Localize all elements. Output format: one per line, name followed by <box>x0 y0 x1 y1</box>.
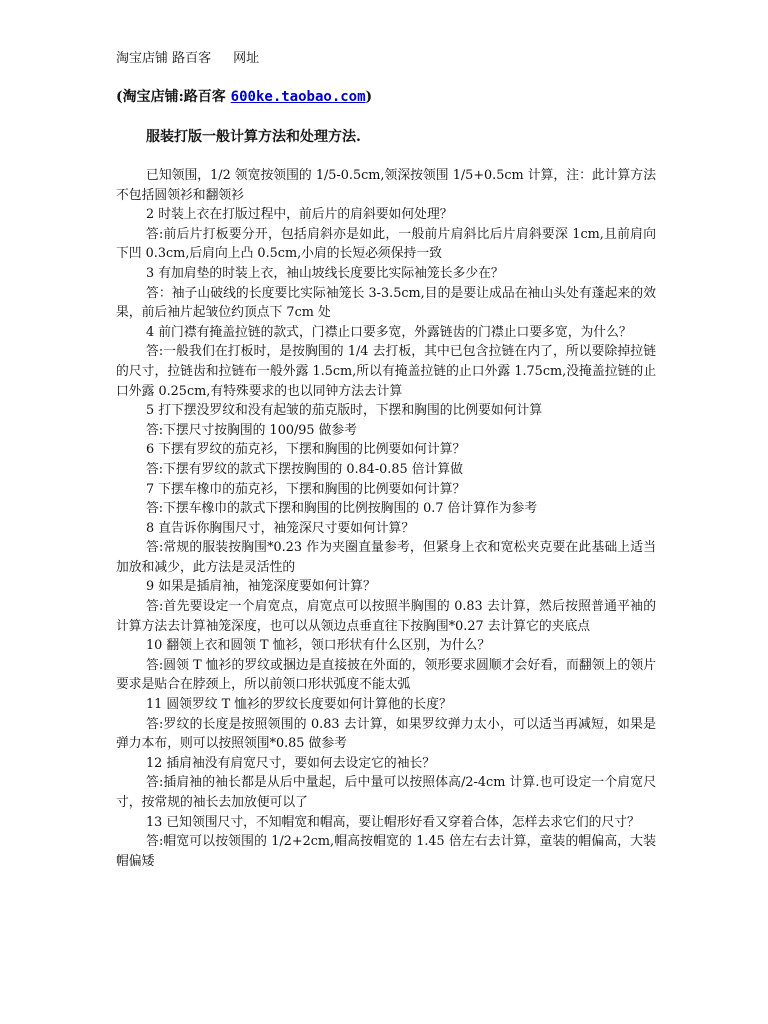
paragraph: 答:常规的服装按胸围*0.23 作为夹圈直量参考，但紧身上衣和宽松夹克要在此基础上适当加放和减少，此方法是灵活性的 <box>116 540 656 575</box>
paragraph: 5 打下摆没罗纹和没有起皱的茄克版时，下摆和胸围的比例要如何计算 <box>146 403 543 419</box>
header-url-label: 网址 <box>233 51 260 66</box>
paragraph: 答:下摆有罗纹的款式下摆按胸围的 0.84-0.85 倍计算做 <box>146 461 463 477</box>
paragraph: 答：袖子山破线的长度要比实际袖笼长 3-3.5cm,目的是要让成品在袖山头处有蓬起来的效果，前后袖片起皱位约顶点下 7cm 处 <box>116 285 656 321</box>
header-shop-text: 淘宝店铺 路百客 <box>116 51 212 66</box>
paragraph: 3 有加肩垫的时装上衣，袖山坡线长度要比实际袖笼长多少在？ <box>146 265 504 281</box>
paragraph: 答:一般我们在打板时，是按胸围的 1/4 去打板，其中已包含拉链在内了，所以要除掉拉链的尺寸，拉链齿和拉链布一般外露 1.5cm,所以有掩盖拉链的止口外露 1.75cm,没掩盖拉链的止口外露 0.25cm,有特殊要求的也以同钟方法去计算 <box>116 344 656 399</box>
shop-link[interactable]: 600ke.taobao.com <box>230 89 366 105</box>
paragraph: 13 已知领围尺寸，不知帽宽和帽高，要让帽形好看又穿着合体，怎样去求它们的尺寸？ <box>146 814 640 830</box>
page-header <box>116 46 656 72</box>
paragraph: 12 插肩袖没有肩宽尺寸，要如何去设定它的袖长？ <box>146 755 436 771</box>
paragraph: 答:下摆车橡巾的款式下摆和胸围的比例按胸围的 0.7 倍计算作为参考 <box>146 501 538 517</box>
paragraph: 答:下摆尺寸按胸围的 100/95 做参考 <box>146 422 358 438</box>
shop-line-prefix: (淘宝店铺:路百客 <box>116 89 231 105</box>
paragraph: 8 直告诉你胸围尺寸，袖笼深尺寸要如何计算？ <box>146 520 415 536</box>
paragraph: 11 圆领罗纹 T 恤衫的罗纹长度要如何计算他的长度？ <box>146 697 452 713</box>
paragraph: 7 下摆车橡巾的茄克衫，下摆和胸围的比例要如何计算？ <box>146 481 466 497</box>
paragraph: 答:前后片打板要分开，包括肩斜亦是如此，一般前片肩斜比后片肩斜要深 1cm,且前肩向下凹 0.3cm,后肩向上凸 0.5cm,小肩的长短必须保持一致 <box>116 226 656 262</box>
paragraph: 答:首先要设定一个肩宽点，肩宽点可以按照半胸围的 0.83 去计算，然后按照普通平袖的计算方法去计算袖笼深度，也可以从领边点垂直往下按胸围*0.27 去计算它的夹底点 <box>116 599 656 634</box>
paragraph: 6 下摆有罗纹的茄克衫，下摆和胸围的比例要如何计算？ <box>146 442 466 458</box>
document-page <box>116 46 656 871</box>
paragraph: 答:插肩袖的袖长都是从后中量起，后中量可以按照体高/2-4cm 计算.也可设定一个肩宽尺寸，按常规的袖长去加放便可以了 <box>116 775 656 810</box>
document-title: 服装打版一般计算方法和处理方法. <box>146 129 361 145</box>
paragraph: 答:帽宽可以按领围的 1/2+2cm,帽高按帽宽的 1.45 倍左右去计算，童装的帽偏高，大装帽偏矮 <box>116 834 656 869</box>
document-body <box>116 166 656 871</box>
paragraph: 10 翻领上衣和圆领 T 恤衫，领口形状有什么区别，为什么？ <box>146 638 491 654</box>
paragraph: 9 如果是插肩袖，袖笼深度要如何计算？ <box>146 579 376 595</box>
paragraph: 答:罗纹的长度是按照领围的 0.83 去计算，如果罗纹弹力太小，可以适当再减短，如果是弹力本布，则可以按照领围*0.85 做参考 <box>116 716 656 752</box>
paragraph: 2 时装上衣在打版过程中，前后片的肩斜要如何处理？ <box>146 207 453 223</box>
paragraph: 已知领围，1/2 领宽按领围的 1/5-0.5cm,领深按领围 1/5+0.5cm 计算，注：此计算方法不包括圆领衫和翻领衫 <box>116 168 656 203</box>
shop-line <box>116 84 656 110</box>
shop-line-suffix: ) <box>365 89 373 105</box>
paragraph: 4 前门襟有掩盖拉链的款式，门襟止口要多宽，外露链齿的门襟止口要多宽，为什么？ <box>146 324 632 340</box>
paragraph: 答:圆领 T 恤衫的罗纹或捆边是直接披在外面的，领形要求圆顺才会好看，而翻领上的领片要求是贴合在脖颈上，所以前领口形状弧度不能太弧 <box>116 657 656 693</box>
